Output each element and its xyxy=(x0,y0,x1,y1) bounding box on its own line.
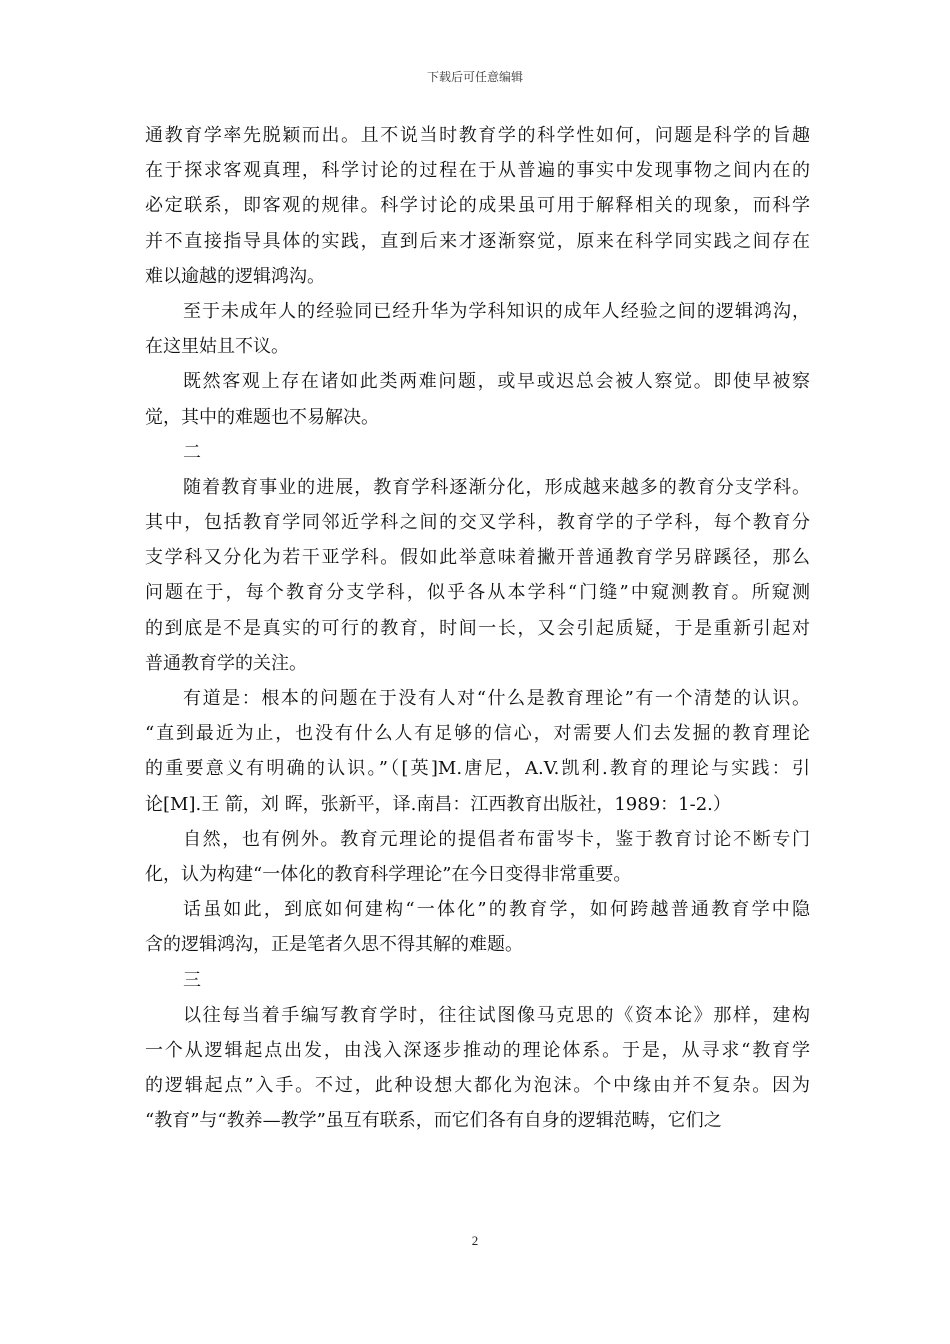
paragraph xyxy=(145,435,810,470)
text-line: 三 xyxy=(183,969,201,991)
text-line: 以往每当着手编写教育学时，往往试图像马克思的《资本论》那样，建构 xyxy=(183,1004,810,1026)
text-line: 必定联系，即客观的规律。科学讨论的成果虽可用于解释相关的现象，而科学 xyxy=(145,195,810,217)
page-number: 2 xyxy=(471,1233,479,1248)
text-line: 其中，包括教育学同邻近学科之间的交叉学科，教育学的子学科，每个教育分 xyxy=(145,512,810,534)
paragraph xyxy=(145,822,810,892)
text-line: 既然客观上存在诸如此类两难问题，或早或迟总会被人察觉。即使早被察 xyxy=(183,371,810,393)
text-line: 有道是：根本的问题在于没有人对“什么是教育理论”有一个清楚的认识。 xyxy=(183,688,810,709)
text-line: 一个从逻辑起点出发，由浅入深逐步推动的理论体系。于是，从寻求“教育学 xyxy=(145,1039,810,1061)
text-line: 在于探求客观真理，科学讨论的过程在于从普遍的事实中发现事物之间内在的 xyxy=(145,160,810,182)
text-line: 支学科又分化为若干亚学科。假如此举意味着撇开普通教育学另辟蹊径，那么 xyxy=(145,547,810,569)
text-line: 问题在于，每个教育分支学科，似乎各从本学科“门缝”中窥测教育。所窥测 xyxy=(145,582,810,604)
text-line: 含的逻辑鸿沟，正是笔者久思不得其解的难题。 xyxy=(145,934,523,956)
text-line: 难以逾越的逻辑鸿沟。 xyxy=(145,265,325,287)
text-line: 觉，其中的难题也不易解决。 xyxy=(145,406,379,428)
text-line: 话虽如此，到底如何建构“一体化”的教育学，如何跨越普通教育学中隐 xyxy=(183,899,810,921)
text-line: “教育”与“教养—教学”虽互有联系，而它们各有自身的逻辑范畴，它们之 xyxy=(145,1110,722,1132)
text-line: 的重要意义有明确的认识。”（[英]M.唐尼，A.V.凯利.教育的理论与实践：引 xyxy=(145,758,810,780)
paragraph xyxy=(145,998,810,1139)
paragraph xyxy=(145,963,810,998)
text-line: 二 xyxy=(183,441,201,463)
text-line: 通教育学率先脱颖而出。且不说当时教育学的科学性如何，问题是科学的旨趣 xyxy=(145,125,810,146)
text-line: 自然，也有例外。教育元理论的提倡者布雷岑卡，鉴于教育讨论不断专门 xyxy=(183,828,810,850)
text-line: 并不直接指导具体的实践，直到后来才逐渐察觉，原来在科学同实践之间存在 xyxy=(145,230,810,252)
text-line: “直到最近为止，也没有什么人有足够的信心，对需要人们去发掘的教育理论 xyxy=(145,723,810,745)
text-line: 的到底是不是真实的可行的教育，时间一长，又会引起质疑，于是重新引起对 xyxy=(145,617,810,639)
document-body xyxy=(145,118,810,1138)
text-line: 至于未成年人的经验同已经升华为学科知识的成年人经验之间的逻辑鸿沟， xyxy=(183,300,810,322)
text-line: 的逻辑起点”入手。不过，此种设想大都化为泡沫。个中缘由并不复杂。因为 xyxy=(145,1075,810,1097)
paragraph xyxy=(145,294,810,364)
page-header: 下载后可任意编辑 xyxy=(426,70,523,84)
text-line: 论[M].王 箭，刘 晖，张新平，译.南昌：江西教育出版社，1989：1-2.） xyxy=(145,793,731,815)
paragraph xyxy=(145,892,810,962)
paragraph xyxy=(145,470,810,681)
paragraph xyxy=(145,681,810,822)
text-line: 普通教育学的关注。 xyxy=(145,652,307,674)
paragraph xyxy=(145,364,810,434)
text-line: 化，认为构建“一体化的教育科学理论”在今日变得非常重要。 xyxy=(145,863,632,885)
text-line: 随着教育事业的进展，教育学科逐渐分化，形成越来越多的教育分支学科。 xyxy=(183,476,810,498)
paragraph xyxy=(145,118,810,294)
text-line: 在这里姑且不议。 xyxy=(145,336,289,358)
